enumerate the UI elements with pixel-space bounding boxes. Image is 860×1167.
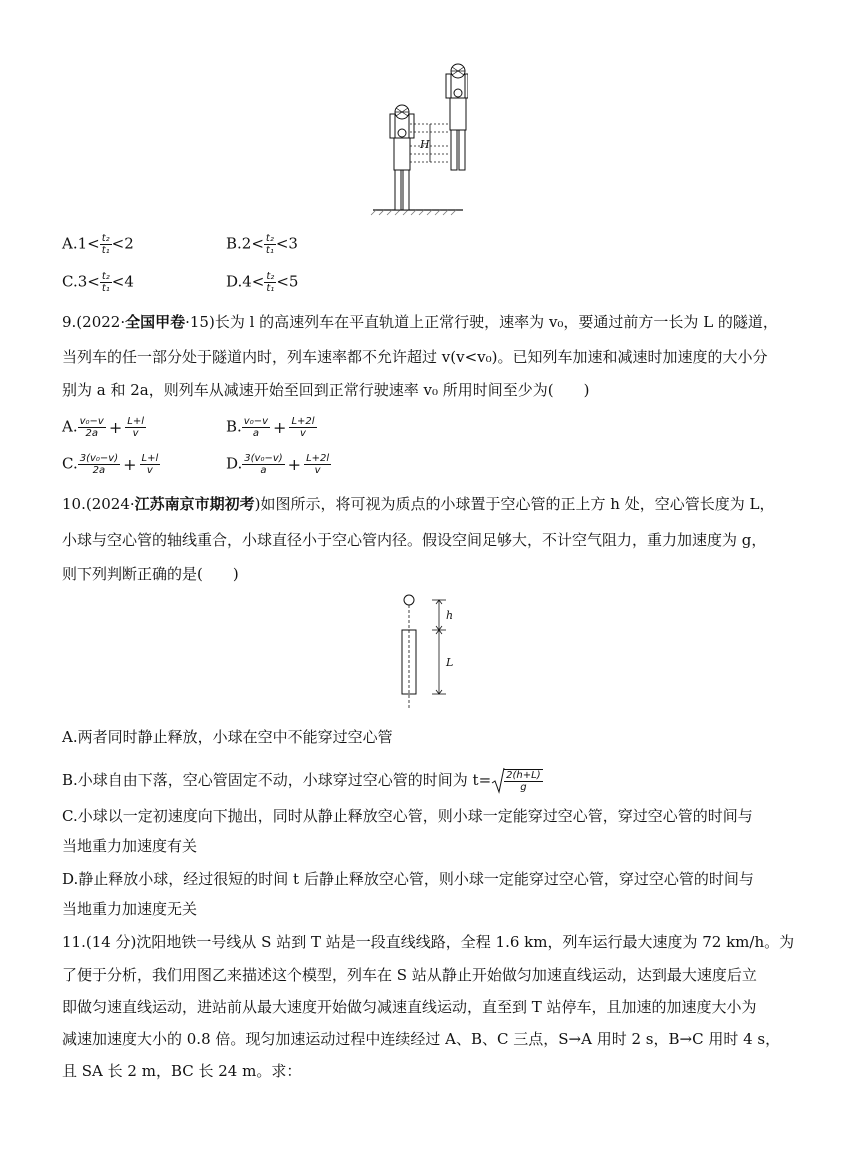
q8-option-a[interactable]: A.1< $\frac{\text{t₂}}{\text{t₁}}$ <2 — [62, 233, 134, 256]
q10-option-a[interactable]: A.两者同时静止释放，小球在空中不能穿过空心管 — [62, 728, 393, 746]
basketball-jump-figure — [368, 60, 468, 218]
q10-option-d-line1[interactable]: D.静止释放小球，经过很短的时间 t 后静止释放空心管，则小球一定能穿过空心管，穿过空心管的时间与 — [62, 870, 754, 888]
ball-tube-figure — [395, 590, 470, 712]
q11-stem-line4: 减速加速度大小的 0.8 倍。现匀加速运动过程中连续经过 A、B、C 三点，S→A 用时 2 s，B→C 用时 4 s， — [62, 1030, 781, 1048]
q10-stem-line1: 10.(2024·江苏南京市期初考)如图所示，将可视为质点的小球置于空心管的正上方 h 处，空心管长度为 L， — [62, 495, 775, 513]
q9-option-d[interactable]: D. $\frac{\text{3(v₀−v)}}{a}$ + $\frac{L+2l}{v}$ — [226, 453, 330, 476]
q10-option-d-line2: 当地重力加速度无关 — [62, 900, 198, 918]
q9-stem-line3: 别为 a 和 2a，则列车从减速开始至回到正常行驶速率 v₀ 所用时间至少为( ) — [62, 381, 590, 399]
sqrt-formula: $\frac{2(h+L)}{g}$ — [491, 767, 542, 795]
figure-tube-length-label: L — [446, 656, 454, 669]
q11-stem-line3: 即做匀速直线运动，进站前从最大速度开始做匀减速直线运动，直至到 T 站停车，且加速的加速度大小为 — [62, 998, 757, 1016]
q10-stem-line3: 则下列判断正确的是( ) — [62, 565, 239, 583]
q11-stem-line5: 且 SA 长 2 m，BC 长 24 m。求： — [62, 1062, 302, 1080]
figure-h-height-label: h — [446, 609, 454, 622]
q8-option-d[interactable]: D.4< $\frac{\text{t₂}}{\text{t₁}}$ <5 — [226, 271, 299, 294]
q8-option-c[interactable]: C.3< $\frac{\text{t₂}}{\text{t₁}}$ <4 — [62, 271, 134, 294]
q9-option-c[interactable]: C. $\frac{\text{3(v₀−v)}}{2a}$ + $\frac{L+l}{v}$ — [62, 453, 159, 476]
q11-stem-line1: 11.(14 分)沈阳地铁一号线从 S 站到 T 站是一段直线线路，全程 1.6 km，列车运行最大速度为 72 km/h。为 — [62, 933, 795, 951]
q9-option-a[interactable]: A. $\frac{\text{v₀−v}}{2a}$ + $\frac{L+l}{v}$ — [62, 416, 144, 439]
figure-h-label: H — [420, 138, 430, 151]
q9-stem-line1: 9.(2022·全国甲卷·15)长为 l 的高速列车在平直轨道上正常行驶，速率为 v₀，要通过前方一长为 L 的隧道， — [62, 313, 778, 331]
q10-stem-line2: 小球与空心管的轴线重合，小球直径小于空心管内径。假设空间足够大，不计空气阻力，重力加速度为 g， — [62, 531, 767, 549]
q10-option-c-line2: 当地重力加速度有关 — [62, 837, 198, 855]
q9-option-b[interactable]: B. $\frac{\text{v₀−v}}{a}$ + $\frac{L+2l}{v}$ — [226, 416, 315, 439]
q10-option-c-line1[interactable]: C.小球以一定初速度向下抛出，同时从静止释放空心管，则小球一定能穿过空心管，穿过空心管的时间与 — [62, 807, 753, 825]
q9-stem-line2: 当列车的任一部分处于隧道内时，列车速率都不允许超过 v(v<v₀)。已知列车加速和减速时加速度的大小分 — [62, 348, 768, 366]
q10-option-b[interactable]: B.小球自由下落，空心管固定不动，小球穿过空心管的时间为 t= $\frac{2(h+L)}{g}$ — [62, 767, 543, 795]
q8-option-b[interactable]: B.2< $\frac{\text{t₂}}{\text{t₁}}$ <3 — [226, 233, 298, 256]
q11-stem-line2: 了便于分析，我们用图乙来描述这个模型，列车在 S 站从静止开始做匀加速直线运动，达到最大速度后立 — [62, 966, 757, 984]
